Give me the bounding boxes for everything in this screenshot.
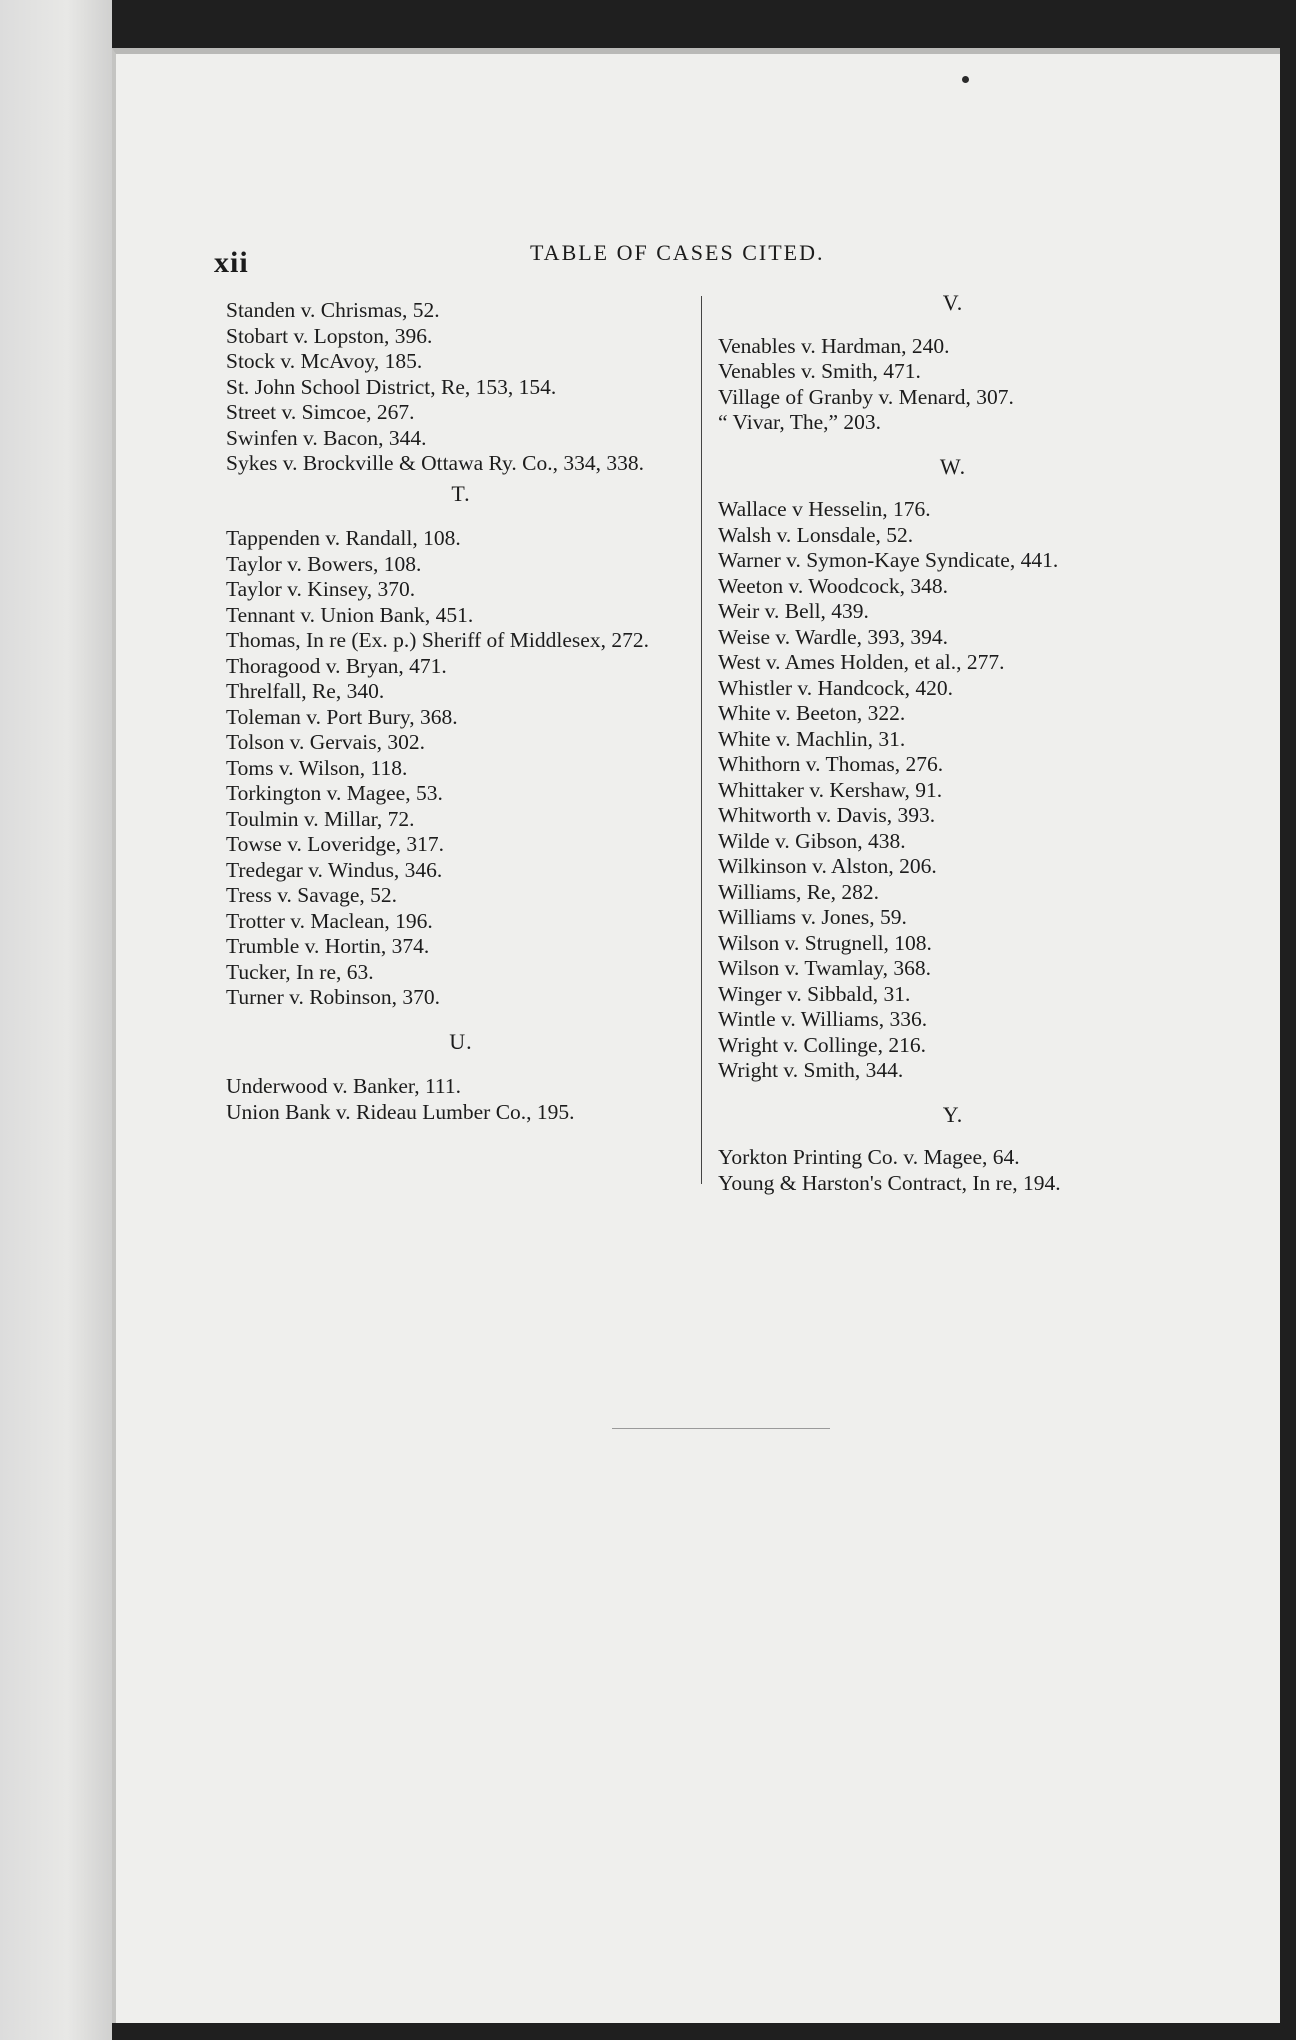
- page-number: xii: [214, 246, 249, 279]
- case-entry: Young & Harston's Contract, In re, 194.: [718, 1170, 1061, 1195]
- case-entry: Tress v. Savage, 52.: [226, 883, 398, 907]
- case-entry: Wilkinson v. Alston, 206.: [718, 854, 937, 878]
- case-entry: Tappenden v. Randall, 108.: [226, 526, 461, 550]
- case-entry: “ Vivar, The,” 203.: [718, 410, 882, 434]
- case-entry: Taylor v. Bowers, 108.: [226, 551, 422, 576]
- case-entry: Weise v. Wardle, 393, 394.: [718, 624, 949, 649]
- case-entry: Underwood v. Banker, 111.: [226, 1074, 461, 1098]
- case-entry: Towse v. Loveridge, 317.: [226, 832, 445, 856]
- column-divider: [701, 296, 702, 1184]
- case-entry: Winger v. Sibbald, 31.: [718, 981, 911, 1006]
- case-entry: Street v. Simcoe, 267.: [226, 400, 415, 424]
- case-entry: Williams v. Jones, 59.: [718, 905, 907, 929]
- section-heading-v: V.: [942, 290, 964, 315]
- case-entry: Swinfen v. Bacon, 344.: [226, 425, 427, 450]
- case-entry: Toms v. Wilson, 118.: [226, 755, 408, 780]
- right-column: [718, 280, 1188, 1196]
- case-entry: Wallace v Hesselin, 176.: [718, 497, 931, 521]
- section-heading-w: W.: [939, 453, 967, 479]
- case-entry: St. John School District, Re, 153, 154.: [226, 374, 557, 399]
- case-entry: Union Bank v. Rideau Lumber Co., 195.: [226, 1099, 575, 1124]
- section-heading-u: U.: [449, 1028, 473, 1054]
- case-entry: Weir v. Bell, 439.: [718, 599, 869, 623]
- case-entry: Wright v. Smith, 344.: [718, 1058, 904, 1082]
- case-entry: Toleman v. Port Bury, 368.: [226, 704, 458, 729]
- page-margin-strip: [0, 0, 112, 2040]
- case-entry: Wright v. Collinge, 216.: [718, 1032, 926, 1057]
- case-entry: Trotter v. Maclean, 196.: [226, 908, 433, 933]
- case-entry: Walsh v. Lonsdale, 52.: [718, 522, 914, 547]
- case-entry: Whithorn v. Thomas, 276.: [718, 752, 944, 776]
- case-entry: Threlfall, Re, 340.: [226, 679, 385, 703]
- case-entry: Tredegar v. Windus, 346.: [226, 857, 443, 882]
- case-entry: Wilson v. Strugnell, 108.: [718, 930, 932, 955]
- case-entry: Whitworth v. Davis, 393.: [718, 803, 936, 827]
- case-entry: West v. Ames Holden, et al., 277.: [718, 650, 1005, 674]
- case-entry: Venables v. Smith, 471.: [718, 359, 921, 383]
- section-heading-t: T.: [451, 480, 471, 506]
- case-entry: Wilson v. Twamlay, 368.: [718, 956, 932, 980]
- section-heading-y: Y.: [942, 1101, 964, 1127]
- case-entry: Yorkton Printing Co. v. Magee, 64.: [718, 1145, 1020, 1169]
- case-entry: Weeton v. Woodcock, 348.: [718, 573, 949, 598]
- case-entry: Taylor v. Kinsey, 370.: [226, 577, 416, 601]
- case-entry: Village of Granby v. Menard, 307.: [718, 384, 1014, 409]
- case-entry: Williams, Re, 282.: [718, 879, 879, 904]
- case-entry: Trumble v. Hortin, 374.: [226, 934, 430, 958]
- case-entry: Torkington v. Magee, 53.: [226, 781, 443, 805]
- end-rule: [612, 1428, 830, 1429]
- ink-speck: [962, 76, 969, 83]
- case-entry: White v. Beeton, 322.: [718, 701, 906, 725]
- case-entry: Warner v. Symon-Kaye Syndicate, 441.: [718, 548, 1059, 572]
- running-title: TABLE OF CASES CITED.: [530, 240, 825, 265]
- case-entry: Thoragood v. Bryan, 471.: [226, 653, 447, 678]
- case-entry: Venables v. Hardman, 240.: [718, 333, 950, 358]
- case-entry: Whittaker v. Kershaw, 91.: [718, 777, 943, 802]
- case-entry: Toulmin v. Millar, 72.: [226, 806, 415, 831]
- page-header: [0, 240, 1296, 280]
- case-entry: Whistler v. Handcock, 420.: [718, 675, 954, 700]
- case-entry: Stock v. McAvoy, 185.: [226, 349, 423, 373]
- case-entry: Standen v. Chrismas, 52.: [226, 298, 440, 322]
- case-entry: Tolson v. Gervais, 302.: [226, 730, 425, 754]
- case-entry: Tennant v. Union Bank, 451.: [226, 602, 474, 627]
- case-entry: Thomas, In re (Ex. p.) Sheriff of Middlesex, 272.: [226, 628, 649, 652]
- left-column: [226, 298, 696, 1125]
- case-entry: Wintle v. Williams, 336.: [718, 1007, 928, 1031]
- case-entry: Sykes v. Brockville & Ottawa Ry. Co., 334, 338.: [226, 451, 644, 475]
- case-entry: Tucker, In re, 63.: [226, 959, 374, 984]
- case-entry: White v. Machlin, 31.: [718, 726, 906, 751]
- case-entry: Turner v. Robinson, 370.: [226, 985, 441, 1009]
- case-entry: Wilde v. Gibson, 438.: [718, 828, 906, 853]
- case-entry: Stobart v. Lopston, 396.: [226, 323, 433, 348]
